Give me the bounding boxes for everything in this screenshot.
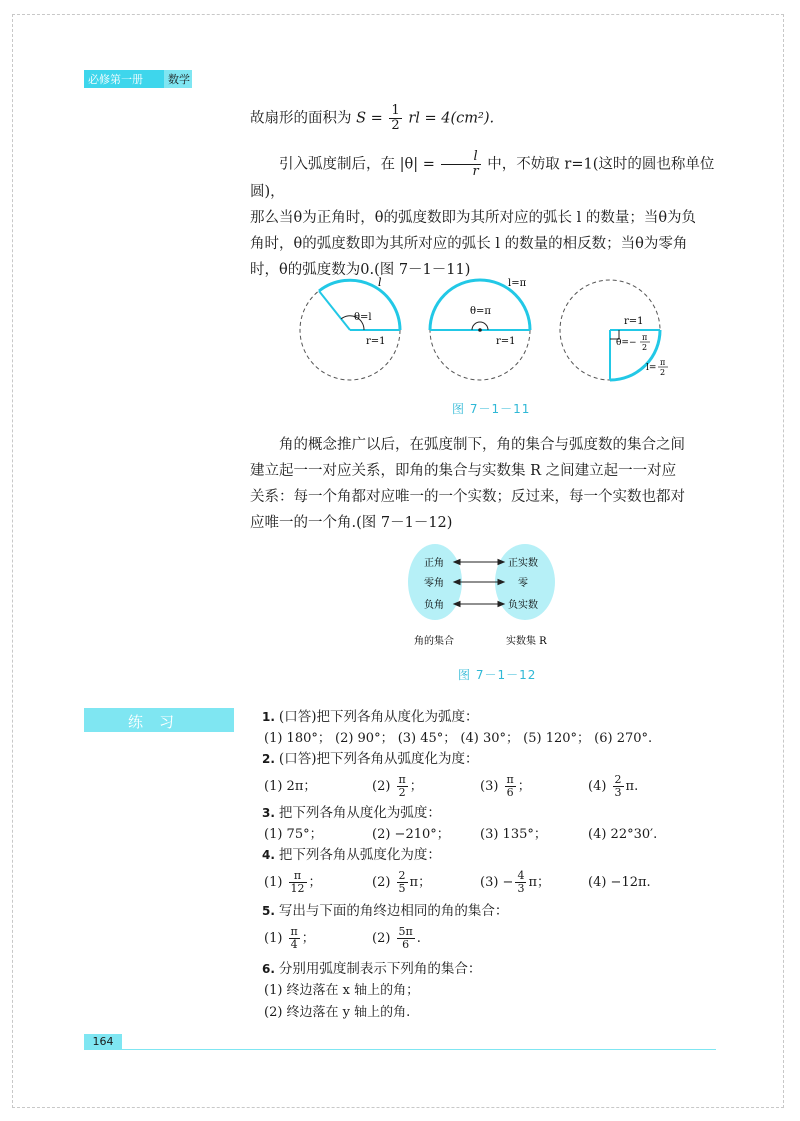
footer-rule: [122, 1049, 716, 1050]
set-item: 正角: [424, 558, 444, 569]
svg-text:π: π: [660, 358, 666, 367]
angle-label: θ=−: [616, 338, 637, 348]
exercise-3: 3. 把下列各角从度化为弧度： (1) 75°； (2) −210°； (3) 135°； (4) 22°30′.: [262, 805, 658, 842]
set-item: 负角: [424, 600, 444, 611]
page-number: 164: [84, 1034, 122, 1050]
figure-unit-circles: [290, 270, 710, 390]
set-item: 正实数: [508, 558, 538, 569]
angle-label: θ=π: [470, 306, 491, 317]
angle-label: θ=l: [354, 312, 372, 323]
set-item: 零: [518, 578, 528, 589]
set-item: 负实数: [508, 600, 538, 611]
paragraph-correspondence: [250, 432, 720, 536]
svg-text:2: 2: [642, 343, 648, 352]
radius-label: r=1: [496, 336, 516, 347]
circle-straight-angle: [430, 278, 530, 380]
exercise-2: 2. (口答)把下列各角从弧度化为度： (1) 2π； (2) $\frac{\pi}{2}$ ； (3) $\frac{\pi}{6}$ ； (4) $\frac{2}{3}$ π.: [262, 751, 639, 799]
paragraph-line: 时，θ的弧度数为0.(图 7－1－11): [250, 262, 471, 278]
exercise-6: 6. 分别用弧度制表示下列角的集合： (1) 终边落在 x 轴上的角； (2) 终边落在 y 轴上的角.: [262, 961, 482, 1020]
paragraph-line: 角时，θ的弧度数即为其所对应的弧长 l 的数量的相反数；当θ为零角: [250, 236, 688, 252]
radius-label: r=1: [624, 316, 644, 327]
svg-text:π: π: [642, 333, 648, 342]
paragraph-line: 建立起一一对应关系，即角的集合与实数集 R 之间建立起一一对应: [250, 463, 677, 479]
figure-caption: 图 7－1－11: [452, 402, 531, 416]
paragraph-line: 角的概念推广以后，在弧度制下，角的集合与弧度数的集合之间: [279, 437, 685, 453]
exercise-items: (1) 180°； (2) 90°； (3) 45°； (4) 30°； (5) 120°； (6) 270°.: [264, 731, 653, 746]
set-label: 实数集 R: [506, 636, 547, 647]
figure-caption: 图 7－1－12: [458, 668, 537, 682]
exercise-5: 5. 写出与下面的角终边相同的角的集合： (1) $\frac{\pi}{4}$ ； (2) $\frac{5\pi}{6}$ .: [262, 903, 509, 951]
paragraph-line: 应唯一的一个角.(图 7－1－12): [250, 515, 453, 531]
circle-negative-angle: [560, 280, 668, 380]
arc-label: l: [378, 276, 382, 289]
figure-set-mapping: [400, 540, 580, 652]
exercise-4: 4. 把下列各角从弧度化为度： (1) $\frac{\pi}{12}$ ； (2) $\frac{2}{5}$ π； (3) − $\frac{4}{3}$ π； (4) −12π.: [262, 847, 651, 895]
paragraph-line: 那么当θ为正角时，θ的弧度数即为其所对应的弧长 l 的数量；当θ为负: [250, 210, 697, 226]
svg-text:2: 2: [660, 368, 666, 377]
exercise-1: 1. (口答)把下列各角从度化为弧度： (1) 180°； (2) 90°； (3) 45°； (4) 30°； (5) 120°； (6) 270°.: [262, 708, 722, 748]
book-title: 必修第一册: [88, 73, 143, 86]
paragraph-radian-intro: 引入弧度制后，在 |θ| = $\frac{l}{r}$ 中，不妨取 r=1(这时的圆也称单位圆)， 那么当θ为正角时，θ的弧度数即为其所对应的弧长 l 的数量；当θ为负 角时，θ的弧度数即为其所对应的弧长 l 的数量的相反数；当θ为零角 时，θ的弧度数为0.(图 7－1－11): [250, 150, 720, 283]
set-item: 零角: [424, 578, 444, 589]
circle-positive-angle: [300, 276, 400, 380]
fraction: $\frac{l}{r}$: [441, 150, 480, 179]
radius-label: r=1: [366, 336, 386, 347]
fraction: $\frac{1}{2}$: [391, 103, 400, 133]
subject-title: 数学: [168, 73, 190, 86]
sector-area-line: 故扇形的面积为 S = $\frac{1}{2}$ rl = 4(cm²).: [250, 103, 495, 133]
exercise-title: 练习: [127, 713, 190, 731]
arc-label: l=π: [508, 278, 527, 289]
arc-label: l=: [646, 363, 657, 373]
paragraph-line: 关系：每一个角都对应唯一的一个实数；反过来，每一个实数也都对: [250, 489, 685, 505]
set-label: 角的集合: [414, 636, 454, 647]
